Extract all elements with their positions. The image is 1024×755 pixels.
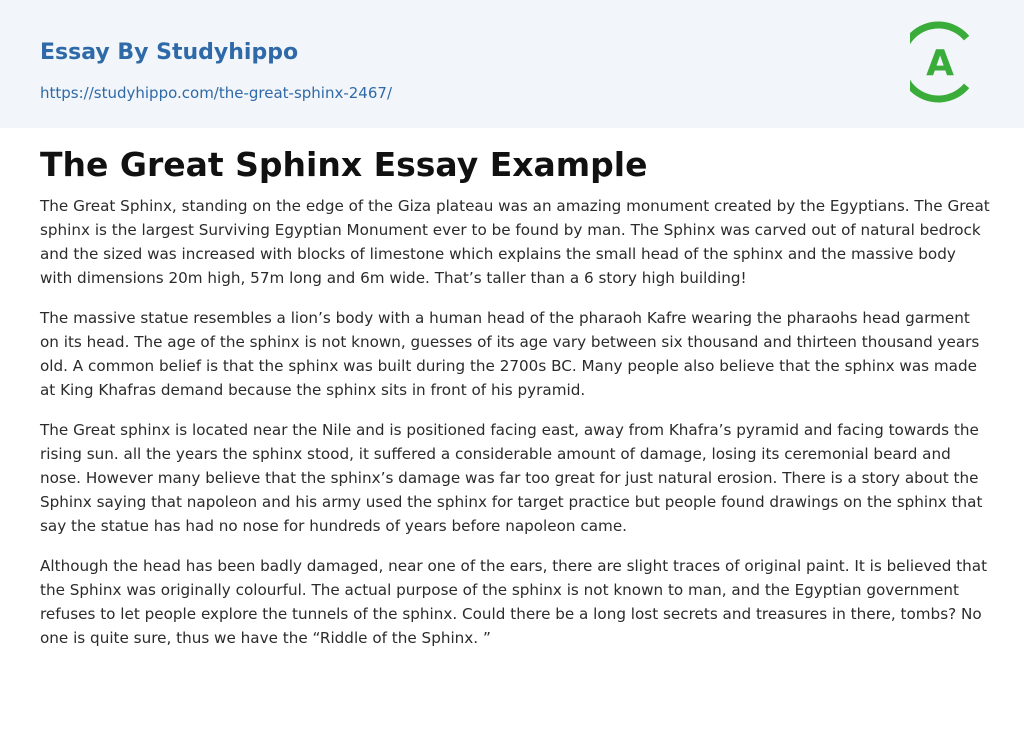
brand-title[interactable]: Essay By Studyhippo [40,40,299,65]
essay-paragraph: Although the head has been badly damaged, near one of the ears, there are slight traces of original paint. It is believed that the Sphinx was originally colourful. The actual purpose of the sphinx is not known to man, and the Egyptian government refuses to let people explore the tunnels of the sphinx. Could there be a long lost secrets and treasures in there, tombs? No one is quite sure, thus we have the “Riddle of the Sphinx. ” [40,557,988,647]
logo-letter: A [926,43,954,84]
studyhippo-logo-icon[interactable] [910,18,988,106]
essay-paragraph: The massive statue resembles a lion’s body with a human head of the pharaoh Kafre wearing the pharaohs head garment on its head. The age of the sphinx is not known, guesses of its age vary between six thousand and thirteen thousand years old. A common belief is that the sphinx was built during the 2700s BC. Many people also believe that the sphinx was made at King Khafras demand because the sphinx sits in front of his pyramid. [40,309,980,399]
essay-paragraph: The Great sphinx is located near the Nile and is positioned facing east, away from Khafra’s pyramid and facing towards the rising sun. all the years the sphinx stood, it suffered a considerable amount of damage, losing its ceremonial beard and nose. However many believe that the sphinx’s damage was far too great for just natural erosion. There is a story about the Sphinx saying that napoleon and his army used the sphinx for target practice but people found drawings on the sphinx that say the statue has had no nose for hundreds of years before napoleon came. [40,421,983,535]
essay-url-link[interactable]: https://studyhippo.com/the-great-sphinx-2467/ [40,84,392,102]
essay-paragraph: The Great Sphinx, standing on the edge of the Giza plateau was an amazing monument created by the Egyptians. The Great sphinx is the largest Surviving Egyptian Monument ever to be found by man. The Sphinx was carved out of natural bedrock and the sized was increased with blocks of limestone which explains the small head of the sphinx and the massive body with dimensions 20m high, 57m long and 6m wide. That’s taller than a 6 story high building! [40,197,990,287]
page-title: The Great Sphinx Essay Example [40,145,648,184]
site-header [0,0,1024,128]
essay-body [40,194,990,666]
